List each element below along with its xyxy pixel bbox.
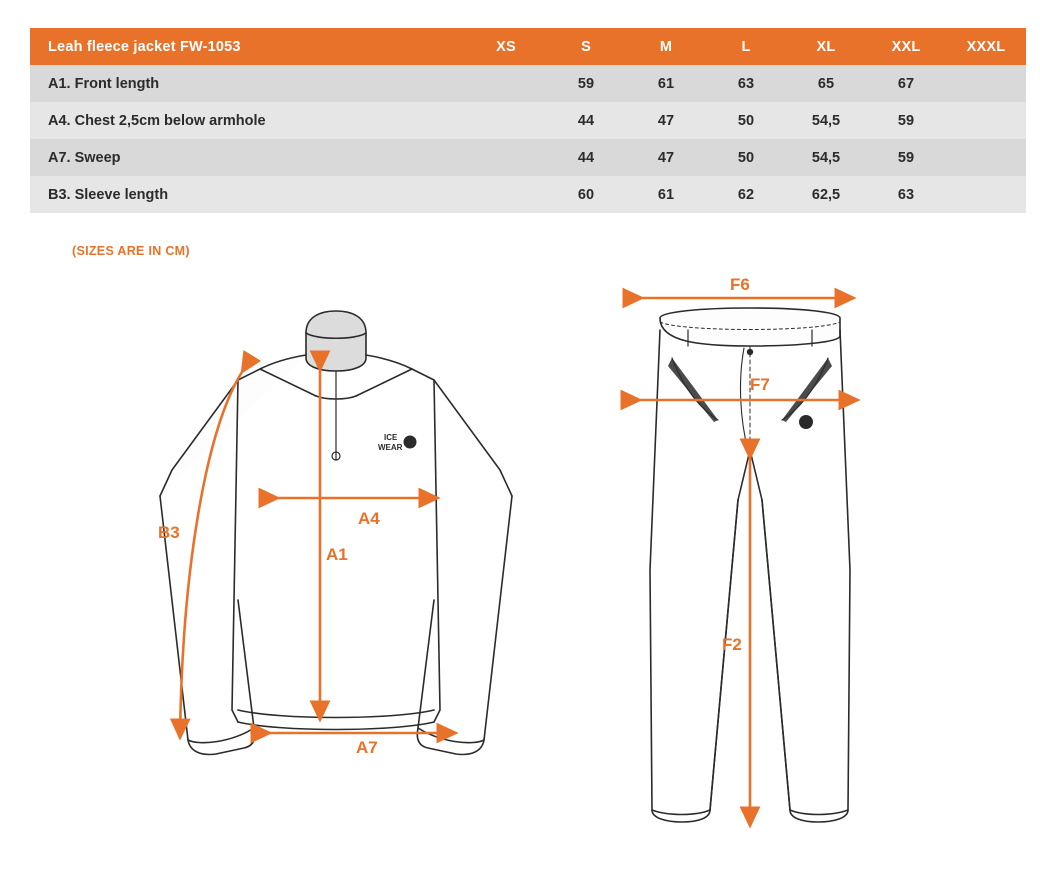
table-cell bbox=[466, 65, 546, 102]
measurement-label: A4. Chest 2,5cm below armhole bbox=[30, 102, 386, 139]
measurement-label: B3. Sleeve length bbox=[30, 176, 386, 213]
table-cell: 44 bbox=[546, 102, 626, 139]
table-cell: 59 bbox=[866, 139, 946, 176]
table-cell bbox=[946, 176, 1026, 213]
size-header-m: M bbox=[626, 28, 706, 65]
label-f6: F6 bbox=[730, 275, 750, 294]
size-header-xxxl: XXXL bbox=[946, 28, 1026, 65]
label-a1: A1 bbox=[326, 545, 348, 564]
label-a7: A7 bbox=[356, 738, 378, 757]
table-cell: 62 bbox=[706, 176, 786, 213]
table-cell: 47 bbox=[626, 102, 706, 139]
table-cell: 63 bbox=[866, 176, 946, 213]
table-cell bbox=[386, 139, 466, 176]
table-cell: 61 bbox=[626, 176, 706, 213]
table-cell bbox=[466, 176, 546, 213]
size-table bbox=[30, 28, 1026, 213]
table-cell bbox=[946, 65, 1026, 102]
table-cell: 59 bbox=[866, 102, 946, 139]
label-f7: F7 bbox=[750, 375, 770, 394]
table-row bbox=[30, 176, 1026, 213]
pants-arrows bbox=[640, 298, 858, 826]
table-cell bbox=[946, 139, 1026, 176]
brand-line-2: WEAR bbox=[378, 443, 403, 452]
pants-illustration bbox=[610, 270, 910, 870]
table-header bbox=[30, 28, 1026, 65]
table-cell: 54,5 bbox=[786, 139, 866, 176]
table-cell: 62,5 bbox=[786, 176, 866, 213]
table-cell: 61 bbox=[626, 65, 706, 102]
table-cell bbox=[386, 176, 466, 213]
label-f2: F2 bbox=[722, 635, 742, 654]
table-row bbox=[30, 65, 1026, 102]
size-header-l: L bbox=[706, 28, 786, 65]
size-header-xs: XS bbox=[466, 28, 546, 65]
brand-line-1: ICE bbox=[384, 433, 398, 442]
measurement-label: A7. Sweep bbox=[30, 139, 386, 176]
snowflake-icon bbox=[799, 415, 813, 429]
table-cell: 50 bbox=[706, 102, 786, 139]
table-row bbox=[30, 102, 1026, 139]
size-header-s: S bbox=[546, 28, 626, 65]
table-cell: 47 bbox=[626, 139, 706, 176]
table-cell: 44 bbox=[546, 139, 626, 176]
snowflake-icon bbox=[404, 436, 417, 449]
table-row bbox=[30, 139, 1026, 176]
illustration-area bbox=[0, 270, 1040, 890]
table-cell: 50 bbox=[706, 139, 786, 176]
label-b3: B3 bbox=[158, 523, 180, 542]
brand-logo bbox=[378, 433, 417, 452]
jacket-illustration bbox=[120, 270, 570, 790]
table-cell: 54,5 bbox=[786, 102, 866, 139]
table-cell bbox=[386, 102, 466, 139]
label-a4: A4 bbox=[358, 509, 380, 528]
size-header-xl: XL bbox=[786, 28, 866, 65]
table-cell bbox=[466, 139, 546, 176]
table-header-row bbox=[30, 28, 1026, 65]
product-title-cell: Leah fleece jacket FW-1053 bbox=[30, 28, 386, 65]
units-note: (SIZES ARE IN CM) bbox=[72, 244, 190, 258]
table-cell bbox=[466, 102, 546, 139]
table-cell: 59 bbox=[546, 65, 626, 102]
size-header-xxl: XXL bbox=[866, 28, 946, 65]
table-cell bbox=[386, 65, 466, 102]
table-body bbox=[30, 65, 1026, 213]
measurement-label: A1. Front length bbox=[30, 65, 386, 102]
table-cell bbox=[946, 102, 1026, 139]
table-cell: 67 bbox=[866, 65, 946, 102]
size-header-blank bbox=[386, 28, 466, 65]
table-cell: 65 bbox=[786, 65, 866, 102]
table-cell: 63 bbox=[706, 65, 786, 102]
table-cell: 60 bbox=[546, 176, 626, 213]
